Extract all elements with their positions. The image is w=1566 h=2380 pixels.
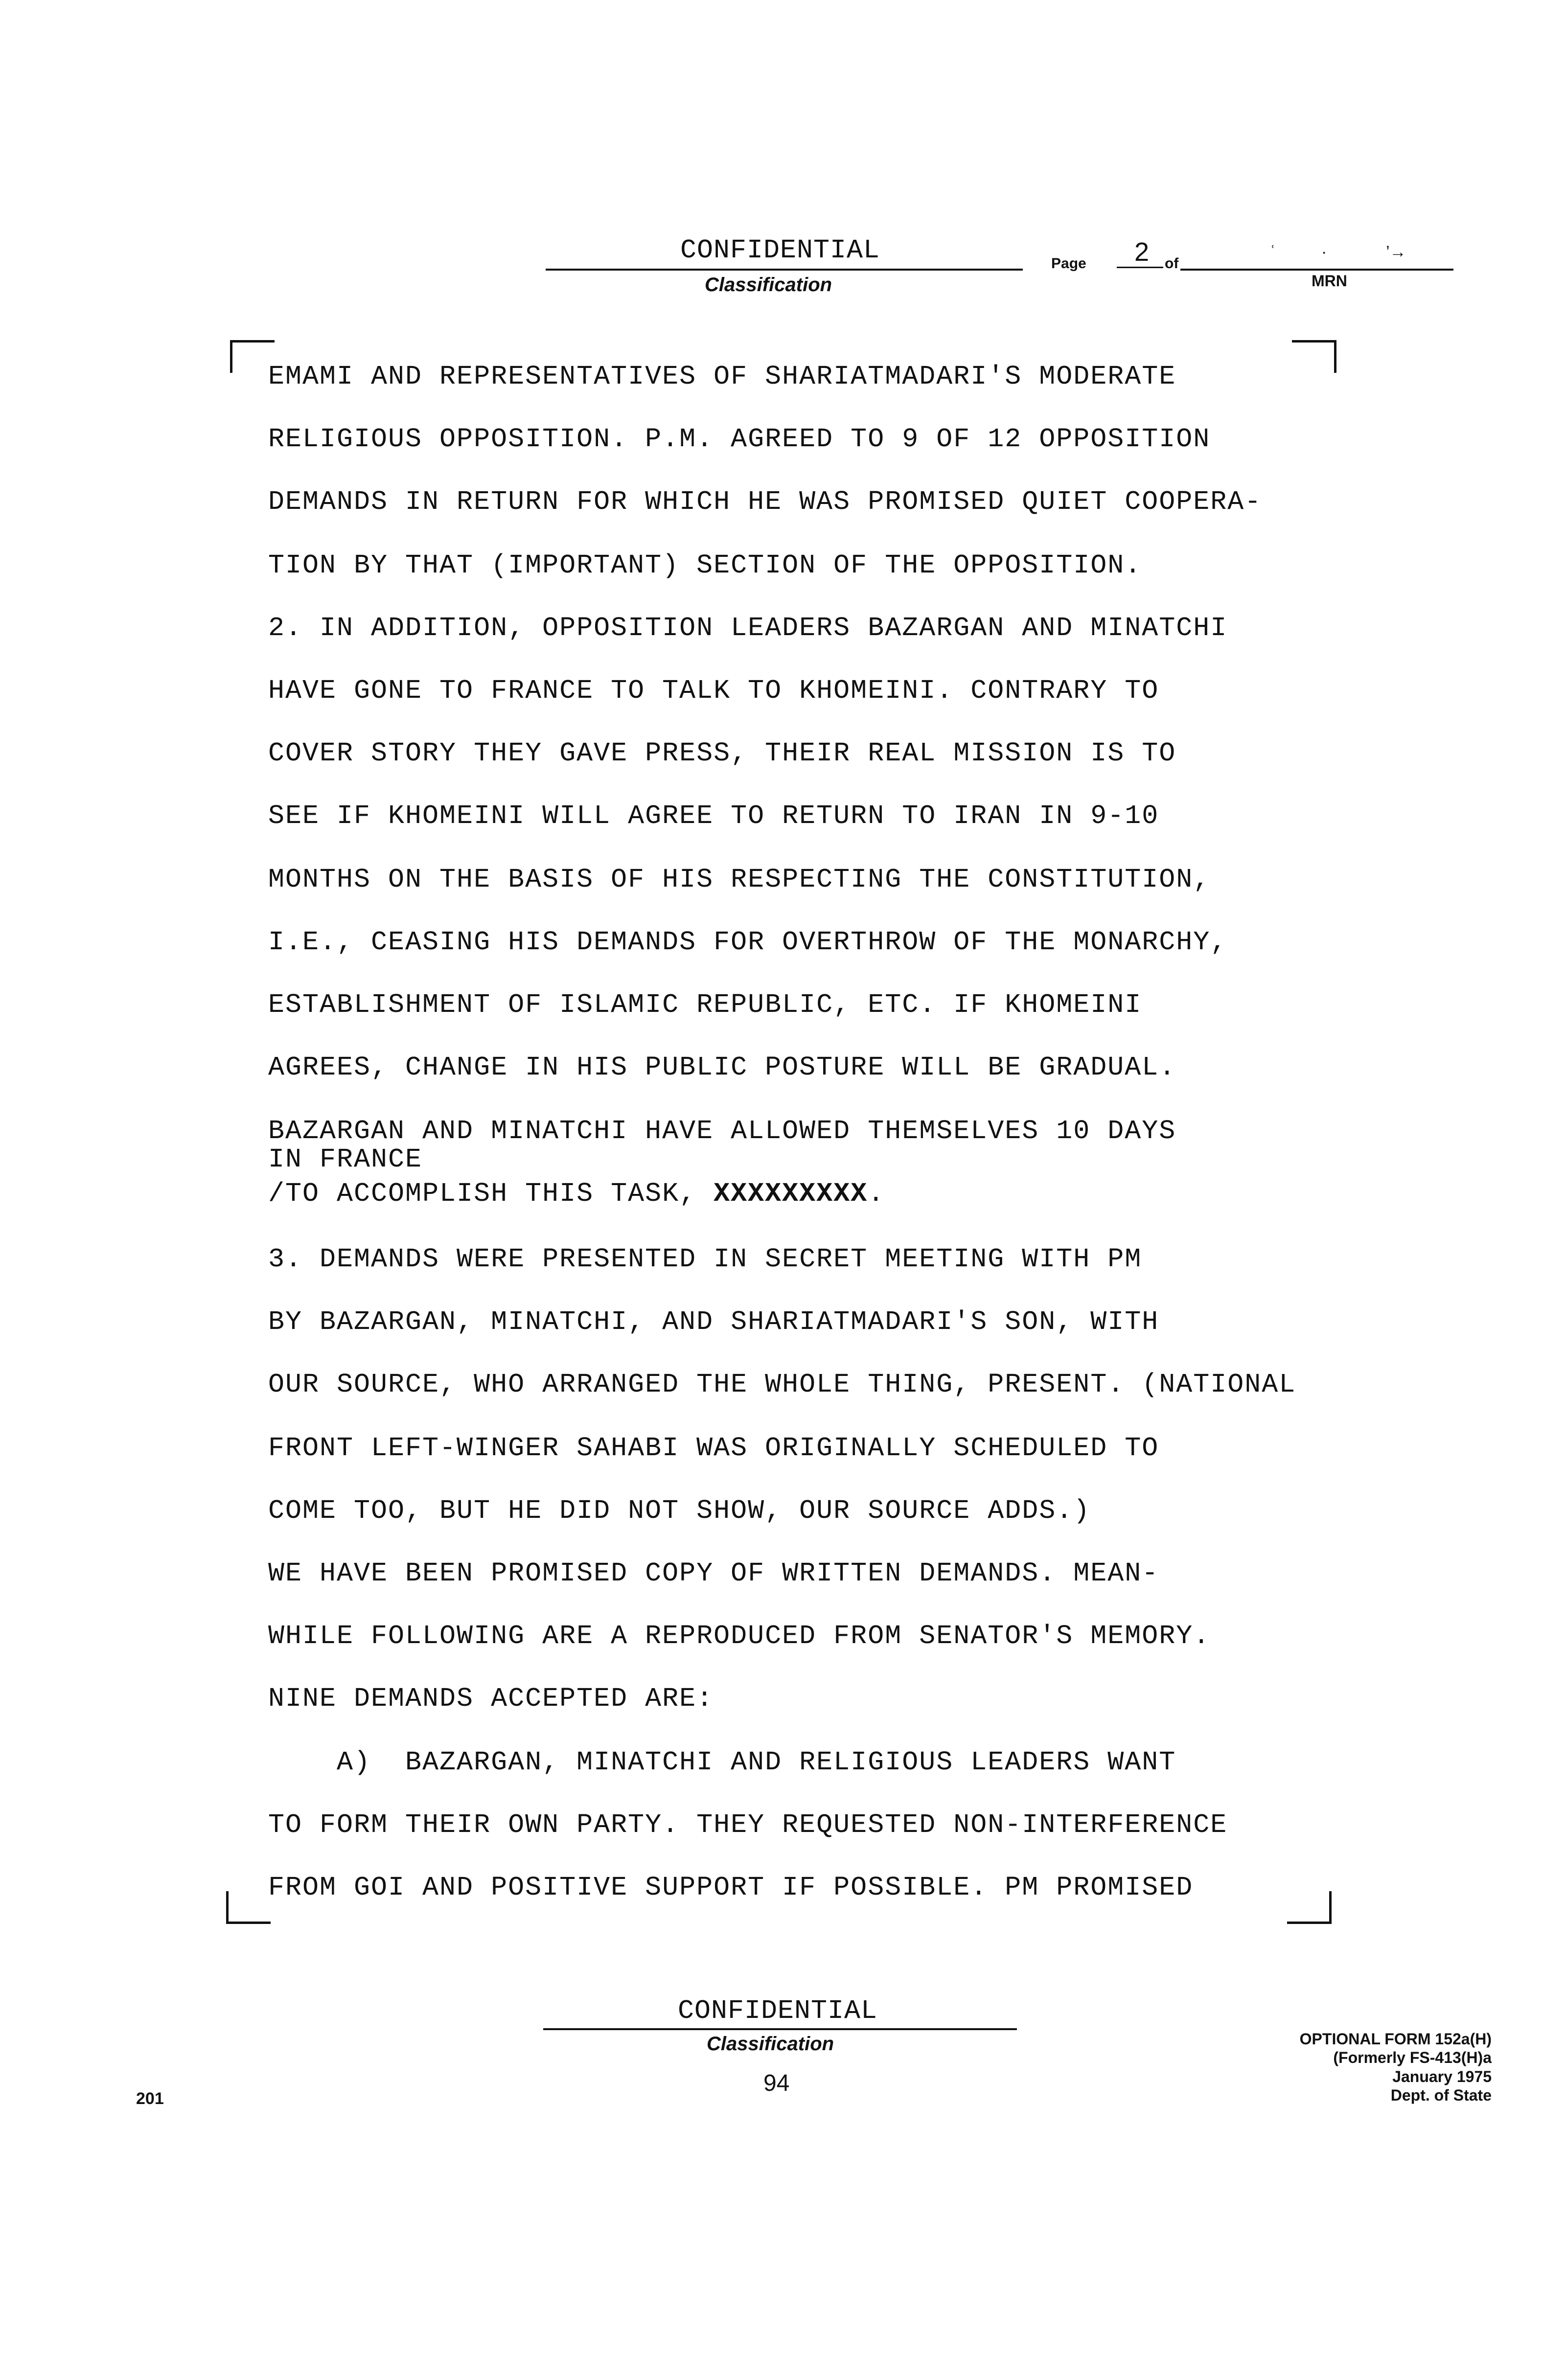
- body-line: FRONT LEFT-WINGER SAHABI WAS ORIGINALLY SCHEDULED TO: [268, 1433, 1159, 1464]
- footer-page-number: 94: [763, 2070, 790, 2096]
- body-line: TION BY THAT (IMPORTANT) SECTION OF THE OPPOSITION.: [268, 550, 1142, 581]
- body-task-line: [268, 1180, 885, 1207]
- body-line: ESTABLISHMENT OF ISLAMIC REPUBLIC, ETC. IF KHOMEINI: [268, 989, 1142, 1020]
- body-line: AGREES, CHANGE IN HIS PUBLIC POSTURE WILL BE GRADUAL.: [268, 1052, 1176, 1083]
- task-line-struck: XXXXXXXXX: [714, 1178, 868, 1209]
- body-line: SEE IF KHOMEINI WILL AGREE TO RETURN TO IRAN IN 9-10: [268, 801, 1159, 831]
- footer-form-line: OPTIONAL FORM 152a(H): [1299, 2030, 1492, 2048]
- corner-bracket-top-right: [1292, 340, 1336, 373]
- body-line: COVER STORY THEY GAVE PRESS, THEIR REAL MISSION IS TO: [268, 738, 1176, 769]
- corner-bracket-bottom-left: [226, 1891, 271, 1924]
- body-line: EMAMI AND REPRESENTATIVES OF SHARIATMADARI'S MODERATE: [268, 361, 1176, 392]
- header-mrn-label: MRN: [1312, 272, 1347, 290]
- header-handwritten-mark: ’→: [1386, 243, 1406, 261]
- body-line: OUR SOURCE, WHO ARRANGED THE WHOLE THING, PRESENT. (NATIONAL: [268, 1369, 1296, 1400]
- header-page-rule: [1117, 267, 1163, 268]
- body-line: NINE DEMANDS ACCEPTED ARE:: [268, 1683, 714, 1714]
- body-line: COME TOO, BUT HE DID NOT SHOW, OUR SOURCE ADDS.): [268, 1495, 1091, 1526]
- body-line: A) BAZARGAN, MINATCHI AND RELIGIOUS LEADERS WANT: [268, 1747, 1176, 1778]
- body-line: TO FORM THEIR OWN PARTY. THEY REQUESTED NON-INTERFERENCE: [268, 1809, 1228, 1840]
- body-line: 2. IN ADDITION, OPPOSITION LEADERS BAZARGAN AND MINATCHI: [268, 613, 1228, 643]
- body-line: HAVE GONE TO FRANCE TO TALK TO KHOMEINI. CONTRARY TO: [268, 675, 1159, 706]
- body-line: BAZARGAN AND MINATCHI HAVE ALLOWED THEMSELVES 10 DAYS: [268, 1116, 1176, 1146]
- body-line: RELIGIOUS OPPOSITION. P.M. AGREED TO 9 OF 12 OPPOSITION: [268, 424, 1211, 455]
- header-page-number: 2: [1134, 237, 1150, 267]
- header-handwritten-mark: ʿ: [1270, 243, 1276, 261]
- body-line: I.E., CEASING HIS DEMANDS FOR OVERTHROW OF THE MONARCHY,: [268, 927, 1228, 958]
- body-line: FROM GOI AND POSITIVE SUPPORT IF POSSIBLE. PM PROMISED: [268, 1872, 1194, 1903]
- footer-form-line: Dept. of State: [1390, 2086, 1492, 2105]
- footer-classification-label: Classification: [707, 2033, 834, 2055]
- body-line: 3. DEMANDS WERE PRESENTED IN SECRET MEETING WITH PM: [268, 1244, 1142, 1275]
- header-mrn-rule: [1180, 269, 1453, 271]
- footer-classification: CONFIDENTIAL: [678, 1995, 878, 2026]
- corner-bracket-bottom-right: [1287, 1891, 1332, 1924]
- footer-left-number: 201: [136, 2089, 164, 2108]
- header-classification: CONFIDENTIAL: [680, 235, 880, 266]
- header-page-label: Page: [1051, 255, 1086, 272]
- body-insert-line: IN FRANCE: [268, 1144, 423, 1175]
- footer-form-line: January 1975: [1392, 2067, 1492, 2085]
- body-line: WE HAVE BEEN PROMISED COPY OF WRITTEN DEMANDS. MEAN-: [268, 1558, 1159, 1589]
- header-of-label: of: [1165, 255, 1179, 272]
- task-line-suffix: .: [868, 1178, 885, 1209]
- header-handwritten-mark: ·: [1321, 243, 1327, 261]
- header-classification-rule: [546, 269, 1023, 271]
- body-line: DEMANDS IN RETURN FOR WHICH HE WAS PROMISED QUIET COOPERA-: [268, 486, 1262, 517]
- body-line: MONTHS ON THE BASIS OF HIS RESPECTING THE CONSTITUTION,: [268, 864, 1211, 895]
- header-classification-label: Classification: [705, 274, 832, 296]
- task-line-prefix: /TO ACCOMPLISH THIS TASK,: [268, 1178, 697, 1209]
- body-line: BY BAZARGAN, MINATCHI, AND SHARIATMADARI'S SON, WITH: [268, 1306, 1159, 1337]
- footer-form-info: [1300, 2030, 1492, 2105]
- footer-classification-rule: [543, 2028, 1017, 2030]
- footer-form-line: (Formerly FS-413(H)a: [1333, 2049, 1492, 2067]
- body-line: WHILE FOLLOWING ARE A REPRODUCED FROM SENATOR'S MEMORY.: [268, 1621, 1211, 1651]
